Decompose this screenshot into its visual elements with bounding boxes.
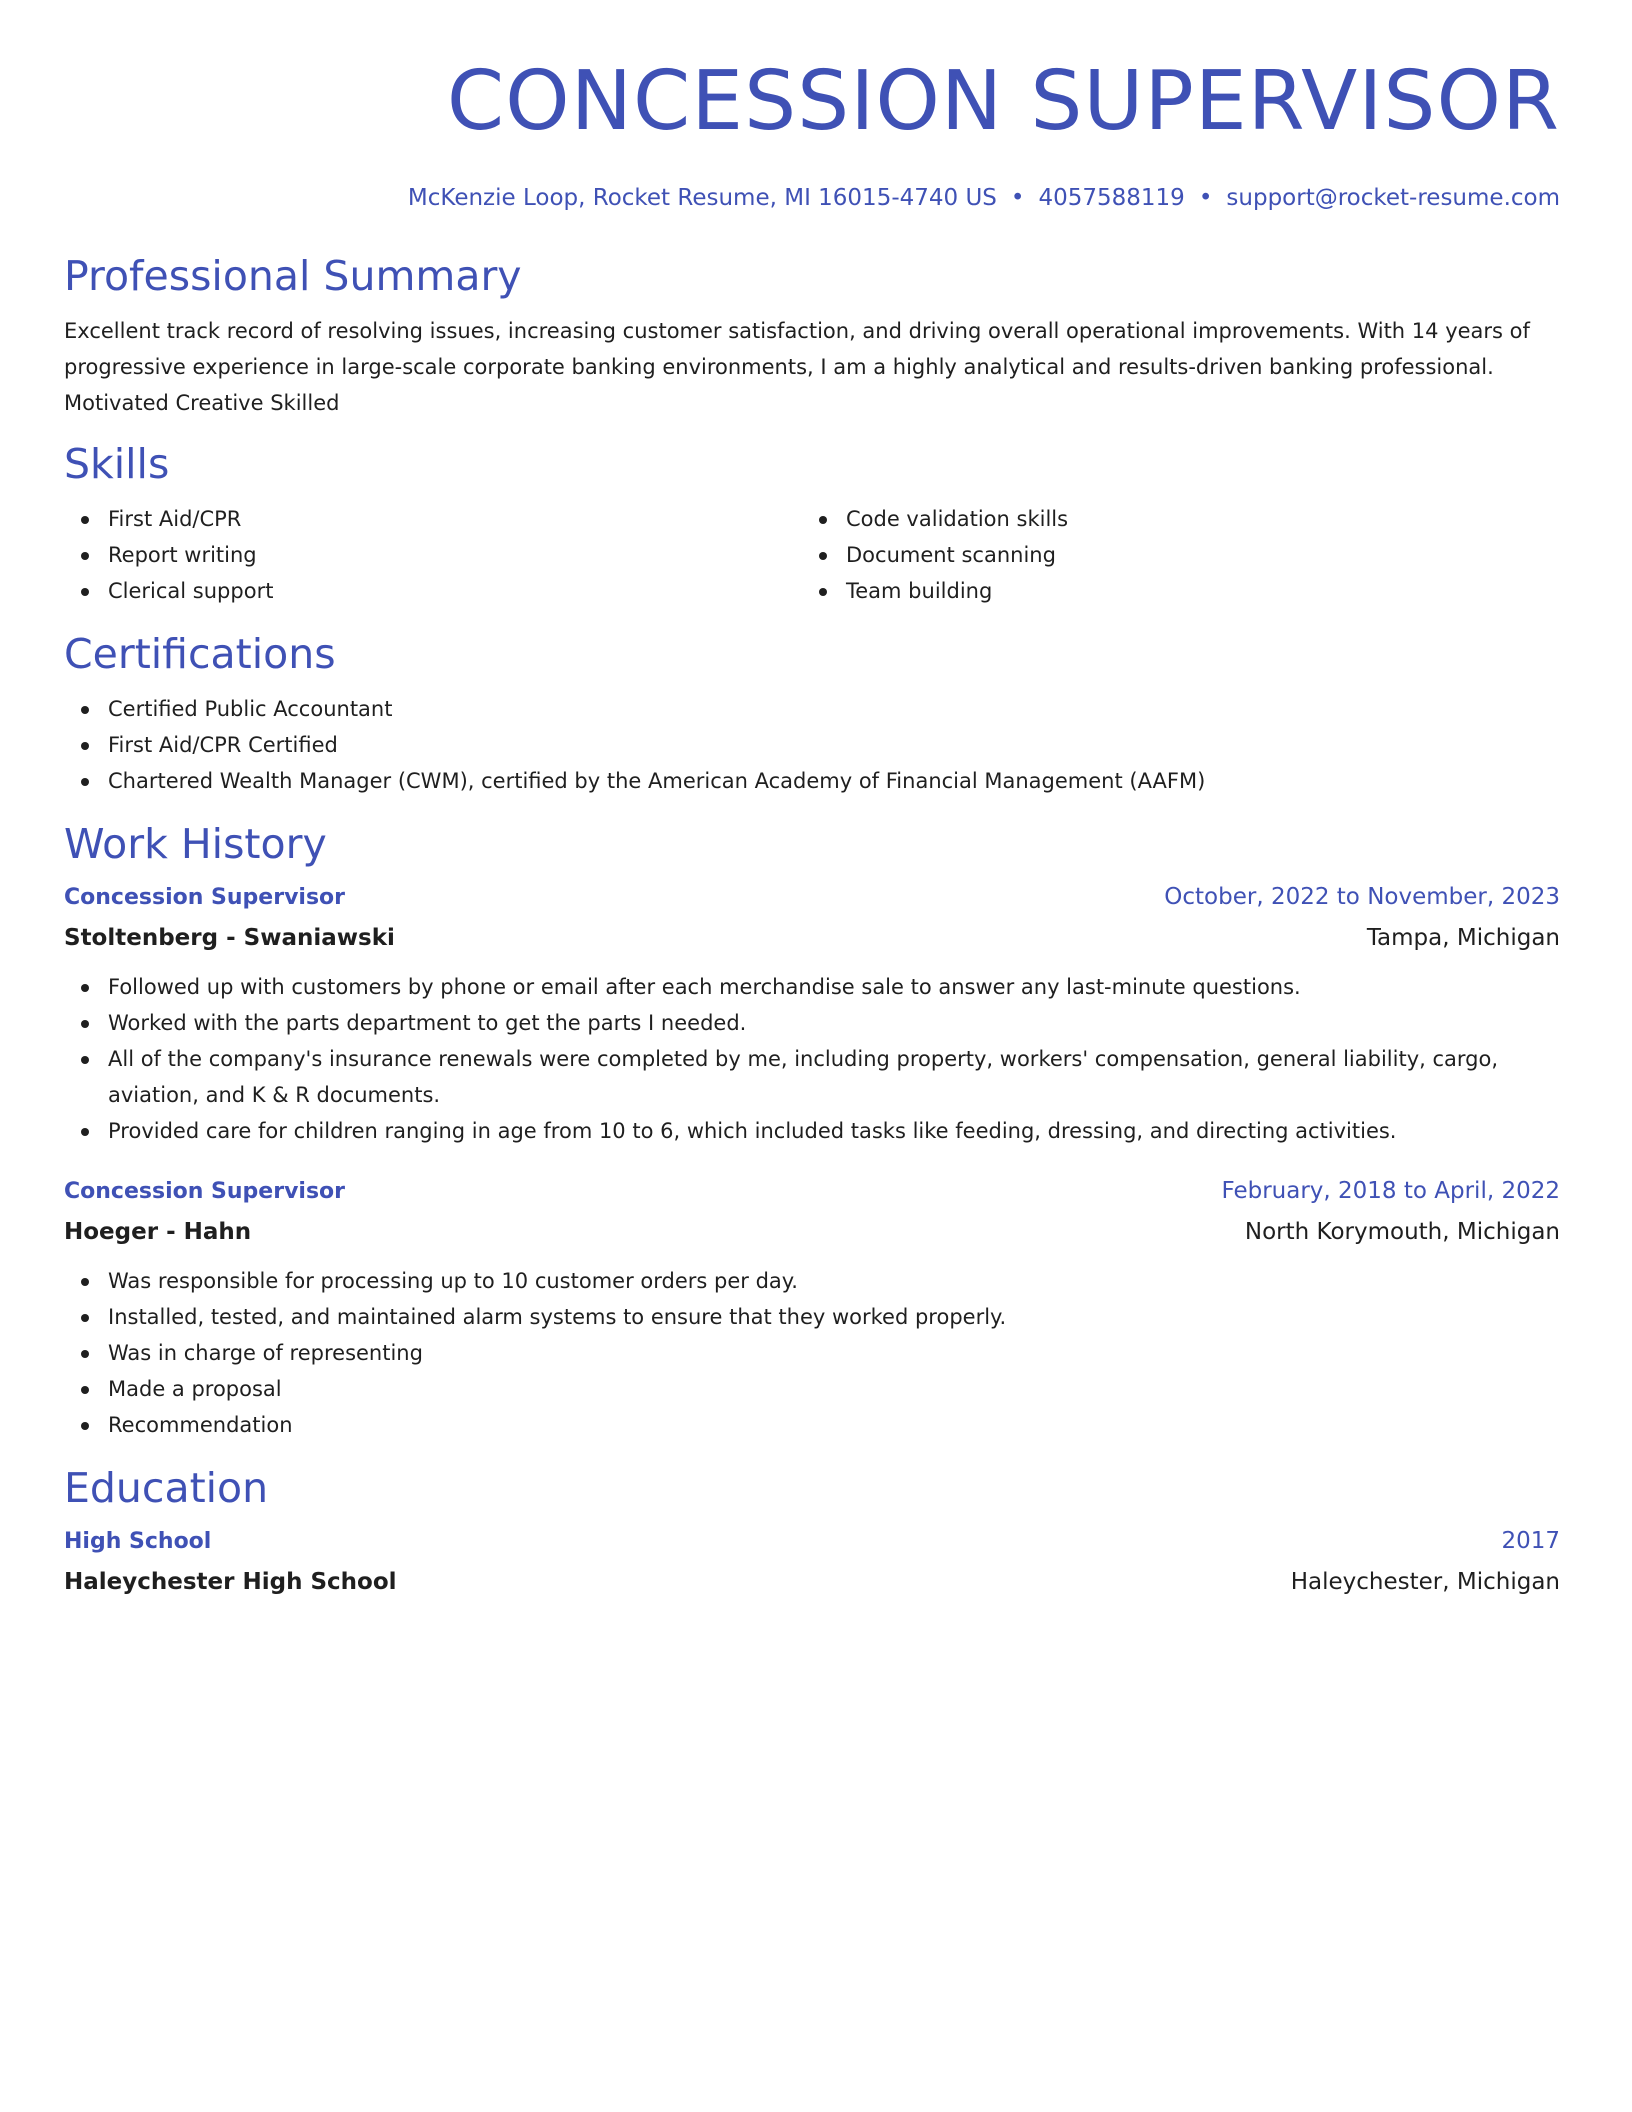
certifications-section xyxy=(64,629,1560,799)
education-school: Haleychester High School xyxy=(64,1569,397,1595)
summary-text: Excellent track record of resolving issues, increasing customer satisfaction, and driving overall operational improvements. With 14 years of progressive experience in large-scale corporate banking environments, I am a highly analytical and results-driven banking professional. Motivated Creative Skilled xyxy=(64,319,1530,415)
job-bullets xyxy=(64,969,1560,1149)
education-section xyxy=(64,1463,1560,1602)
job-bullet: Was in charge of representing xyxy=(64,1335,1560,1371)
certifications-list xyxy=(64,691,1560,799)
job-entry xyxy=(64,877,1560,1149)
job-bullets xyxy=(64,1263,1560,1443)
job-bullet: Followed up with customers by phone or email after each merchandise sale to answer any last-minute questions. xyxy=(64,969,1560,1005)
job-company-row xyxy=(64,1212,1560,1252)
skill-item: Clerical support xyxy=(64,573,802,609)
job-company-row xyxy=(64,918,1560,958)
skill-item: First Aid/CPR xyxy=(64,501,802,537)
job-dates: October, 2022 to November, 2023 xyxy=(1164,884,1560,910)
work-history-section xyxy=(64,819,1560,1443)
job-location: Tampa, Michigan xyxy=(1366,925,1560,951)
education-entry xyxy=(64,1521,1560,1602)
job-location: North Korymouth, Michigan xyxy=(1244,1219,1560,1245)
skills-section xyxy=(64,439,1560,609)
resume-title: CONCESSION SUPERVISOR xyxy=(446,54,1560,149)
job-dates: February, 2018 to April, 2022 xyxy=(1221,1178,1560,1204)
certification-item: Certified Public Accountant xyxy=(64,691,1560,727)
skill-item: Code validation skills xyxy=(802,501,1540,537)
job-header-row xyxy=(64,1171,1560,1212)
job-title: Concession Supervisor xyxy=(64,885,346,910)
contact-separator: • xyxy=(1198,185,1213,211)
job-bullet: Installed, tested, and maintained alarm systems to ensure that they worked properly. xyxy=(64,1299,1560,1335)
job-bullet: Was responsible for processing up to 10 customer orders per day. xyxy=(64,1263,1560,1299)
certification-item: Chartered Wealth Manager (CWM), certified by the American Academy of Financial Management (AAFM) xyxy=(64,763,1560,799)
education-location: Haleychester, Michigan xyxy=(1290,1569,1560,1595)
job-company: Stoltenberg - Swaniawski xyxy=(64,925,395,951)
certifications-heading: Certifications xyxy=(64,630,336,678)
contact-address: McKenzie Loop, Rocket Resume, MI 16015-4740 US xyxy=(407,185,997,211)
job-bullet: Recommendation xyxy=(64,1407,1560,1443)
contact-line xyxy=(64,182,1560,214)
education-header-row xyxy=(64,1521,1560,1562)
skills-grid xyxy=(64,501,1560,609)
contact-phone: 4057588119 xyxy=(1038,185,1185,211)
education-year: 2017 xyxy=(1501,1528,1560,1554)
job-bullet: All of the company's insurance renewals were completed by me, including property, workers' compensation, general liability, cargo, aviation, and K & R documents. xyxy=(64,1041,1560,1113)
certification-item: First Aid/CPR Certified xyxy=(64,727,1560,763)
skill-item: Team building xyxy=(802,573,1540,609)
job-bullet: Provided care for children ranging in age from 10 to 6, which included tasks like feeding, dressing, and directing activities. xyxy=(64,1113,1560,1149)
job-bullet: Worked with the parts department to get the parts I needed. xyxy=(64,1005,1560,1041)
summary-section xyxy=(64,251,1560,421)
job-title: Concession Supervisor xyxy=(64,1179,346,1204)
education-degree: High School xyxy=(64,1529,212,1554)
work-history-heading: Work History xyxy=(64,820,327,868)
contact-email[interactable]: support@rocket-resume.com xyxy=(1226,185,1560,211)
job-bullet: Made a proposal xyxy=(64,1371,1560,1407)
contact-separator: • xyxy=(1010,185,1025,211)
skills-list-left xyxy=(64,501,802,609)
job-header-row xyxy=(64,877,1560,918)
skills-heading: Skills xyxy=(64,440,170,488)
resume-page xyxy=(64,0,1560,1602)
education-school-row xyxy=(64,1562,1560,1602)
summary-heading: Professional Summary xyxy=(64,252,522,300)
education-heading: Education xyxy=(64,1464,269,1512)
job-entry xyxy=(64,1171,1560,1443)
skill-item: Report writing xyxy=(64,537,802,573)
job-company: Hoeger - Hahn xyxy=(64,1219,252,1245)
skill-item: Document scanning xyxy=(802,537,1540,573)
skills-list-right xyxy=(802,501,1540,609)
